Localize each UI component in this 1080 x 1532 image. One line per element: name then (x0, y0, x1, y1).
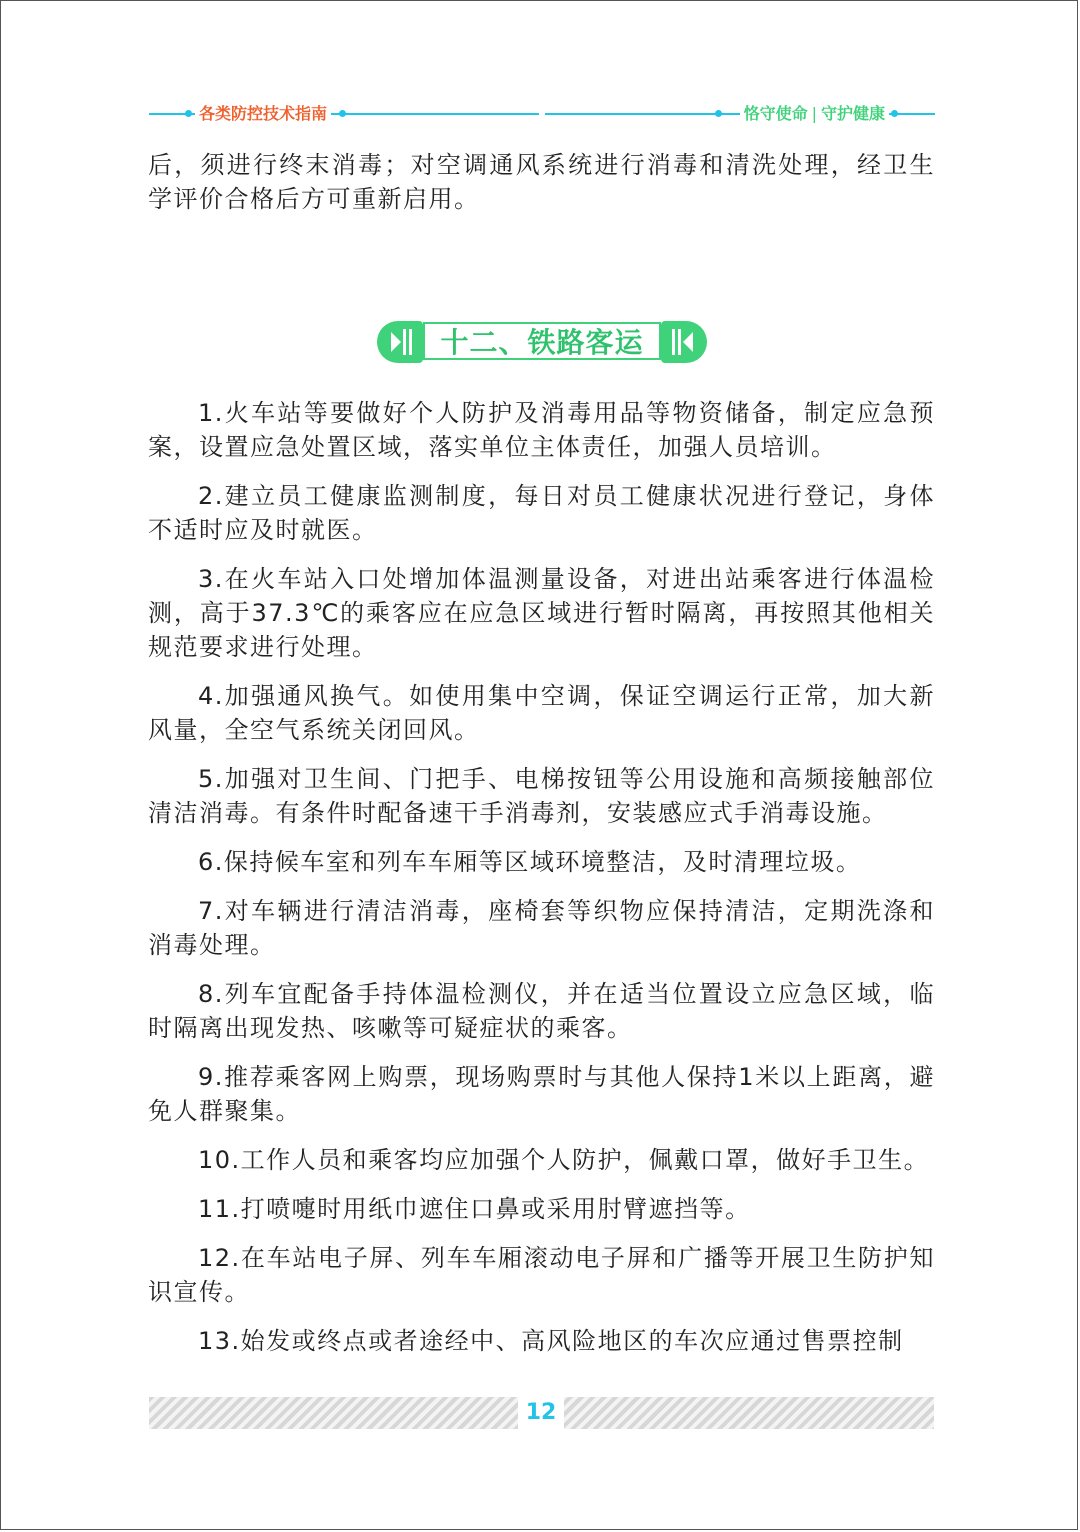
header-dot-mid-right (715, 110, 722, 117)
header-dot-left (185, 110, 192, 117)
list-item: 11.打喷嚏时用纸巾遮住口鼻或采用肘臂遮挡等。 (198, 1195, 751, 1223)
list-item: 3.在火车站入口处增加体温测量设备，对进出站乘客进行体温检测，高于37.3℃的乘客应在应急区域进行暂时隔离，再按照其他相关规范要求进行处理。 (148, 565, 935, 661)
list-item: 6.保持候车室和列车车厢等区域环境整洁，及时清理垃圾。 (198, 848, 862, 876)
list-item: 4.加强通风换气。如使用集中空调，保证空调运行正常，加大新风量，全空气系统关闭回风。 (148, 682, 935, 744)
list-item: 12.在车站电子屏、列车车厢滚动电子屏和广播等开展卫生防护知识宣传。 (148, 1244, 935, 1306)
page-number: 12 (518, 1397, 564, 1429)
heading-cap-left-icon (377, 321, 423, 363)
list-item: 9.推荐乘客网上购票，现场购票时与其他人保持1米以上距离，避免人群聚集。 (148, 1063, 935, 1125)
intro-text: 后，须进行终末消毒；对空调通风系统进行消毒和清洗处理，经卫生学评价合格后方可重新启用。 (148, 151, 935, 213)
page-header (149, 104, 935, 124)
header-dot-right (891, 110, 898, 117)
list-item: 7.对车辆进行清洁消毒，座椅套等织物应保持清洁，定期洗涤和消毒处理。 (148, 897, 935, 959)
header-slogan-separator: | (811, 104, 817, 123)
list-item: 1.火车站等要做好个人防护及消毒用品等物资储备，制定应急预案，设置应急处置区域，落实单位主体责任，加强人员培训。 (148, 399, 935, 461)
heading-cap-right-icon (661, 321, 707, 363)
list-item: 8.列车宜配备手持体温检测仪，并在适当位置设立应急区域，临时隔离出现发热、咳嗽等可疑症状的乘客。 (148, 980, 935, 1042)
list-item: 5.加强对卫生间、门把手、电梯按钮等公用设施和高频接触部位清洁消毒。有条件时配备速干手消毒剂，安装感应式手消毒设施。 (148, 765, 935, 827)
heading-box (423, 322, 661, 360)
section-heading (377, 321, 707, 363)
section-title: 十二、铁路客运 (440, 326, 644, 359)
header-slogan-a: 恪守使命 (743, 104, 808, 123)
list-item: 2.建立员工健康监测制度，每日对员工健康状况进行登记，身体不适时应及时就医。 (148, 482, 935, 544)
item-list (148, 396, 935, 1358)
list-item: 10.工作人员和乘客均应加强个人防护，佩戴口罩，做好手卫生。 (198, 1146, 930, 1174)
header-dot-mid-left (339, 110, 346, 117)
list-item: 13.始发或终点或者途经中、高风险地区的车次应通过售票控制 (198, 1327, 904, 1355)
continuation-paragraph (148, 148, 935, 216)
header-slogan-b: 守护健康 (820, 104, 885, 123)
page-footer (149, 1397, 934, 1429)
header-guide-title: 各类防控技术指南 (195, 104, 331, 124)
header-slogan (740, 104, 889, 124)
